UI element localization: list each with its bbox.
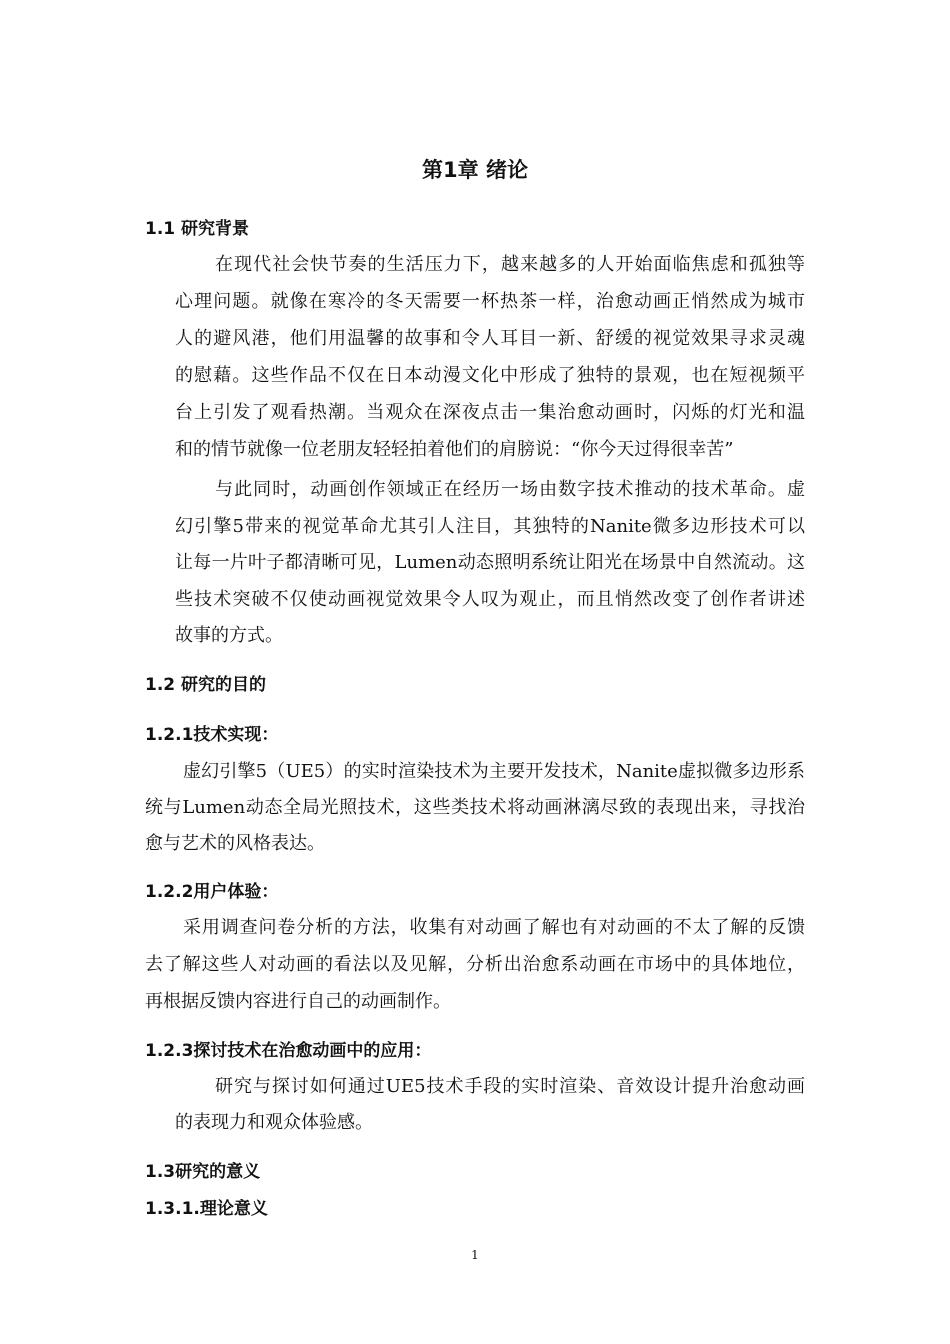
section-heading-1-3: 1.3研究的意义: [145, 1162, 261, 1182]
paragraph-line: 虚幻引擎5（UE5）的实时渲染技术为主要开发技术，Nanite虚拟微多边形系: [183, 761, 805, 782]
paragraph-line: 统与Lumen动态全局光照技术，这些类技术将动画淋漓尽致的表现出来，寻找治: [145, 797, 805, 818]
paragraph-line: 心理问题。就像在寒冷的冬天需要一杯热茶一样，治愈动画正悄然成为城市: [175, 291, 805, 312]
paragraph-line: 故事的方式。: [175, 625, 283, 646]
paragraph-line: 幻引擎5带来的视觉革命尤其引人注目，其独特的Nanite微多边形技术可以: [175, 516, 805, 537]
paragraph-line: 采用调查问卷分析的方法，收集有对动画了解也有对动画的不太了解的反馈: [183, 917, 805, 938]
page-number: 1: [471, 1248, 479, 1262]
paragraph-line: 再根据反馈内容进行自己的动画制作。: [145, 991, 451, 1012]
paragraph-line: 人的避风港，他们用温馨的故事和令人耳目一新、舒缓的视觉效果寻求灵魂: [175, 328, 805, 349]
paragraph-line: 的慰藉。这些作品不仅在日本动漫文化中形成了独特的景观，也在短视频平: [175, 365, 805, 386]
paragraph-line: 研究与探讨如何通过UE5技术手段的实时渲染、音效设计提升治愈动画: [215, 1076, 805, 1097]
subsection-heading-1-2-1: 1.2.1技术实现：: [145, 725, 279, 745]
paragraph-line: 愈与艺术的风格表达。: [145, 833, 325, 854]
section-heading-1-2: 1.2 研究的目的: [145, 675, 267, 695]
subsection-heading-1-2-3: 1.2.3探讨技术在治愈动画中的应用：: [145, 1041, 432, 1061]
subsection-heading-1-2-2: 1.2.2用户体验：: [145, 882, 279, 902]
section-heading-1-1: 1.1 研究背景: [145, 219, 250, 239]
chapter-title: 第1章 绪论: [422, 158, 528, 182]
paragraph-line: 与此同时，动画创作领域正在经历一场由数字技术推动的技术革命。虚: [215, 479, 805, 500]
paragraph-line: 去了解这些人对动画的看法以及见解，分析出治愈系动画在市场中的具体地位，: [145, 954, 805, 975]
subsection-heading-1-3-1: 1.3.1.理论意义: [145, 1199, 268, 1219]
paragraph-line: 些技术突破不仅使动画视觉效果令人叹为观止，而且悄然改变了创作者讲述: [175, 589, 805, 610]
paragraph-line: 让每一片叶子都清晰可见，Lumen动态照明系统让阳光在场景中自然流动。这: [175, 552, 805, 573]
paragraph-line: 的表现力和观众体验感。: [175, 1112, 373, 1133]
paragraph-line: 台上引发了观看热潮。当观众在深夜点击一集治愈动画时，闪烁的灯光和温: [175, 402, 805, 423]
paragraph-line: 在现代社会快节奏的生活压力下，越来越多的人开始面临焦虑和孤独等: [215, 254, 805, 275]
paragraph-line: 和的情节就像一位老朋友轻轻拍着他们的肩膀说：“你今天过得很幸苦”: [175, 439, 734, 460]
